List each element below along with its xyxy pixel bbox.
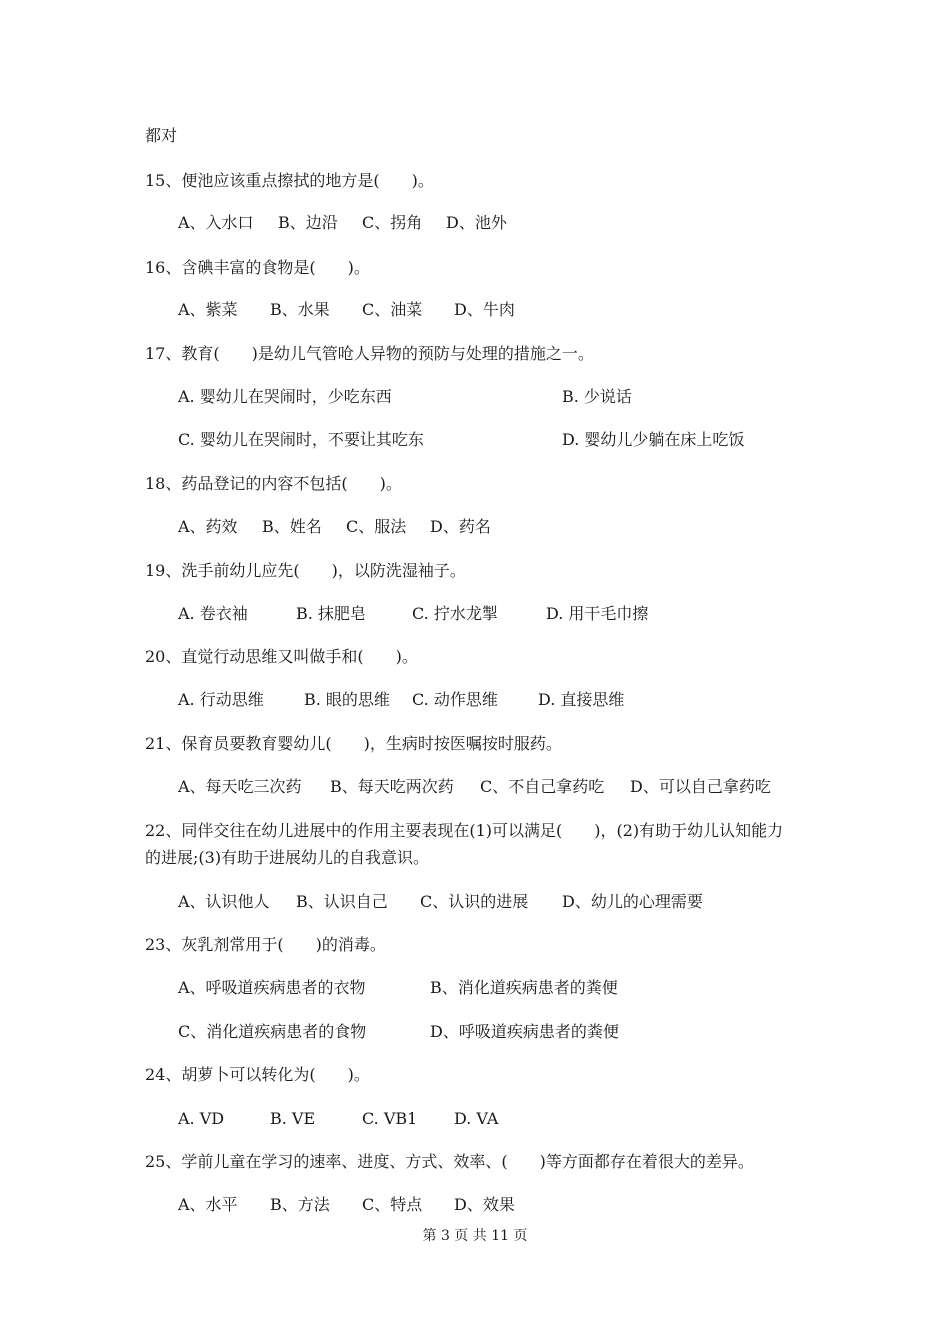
q16-option-a: A、紫菜 — [178, 300, 238, 319]
q16-option-b: B、水果 — [270, 300, 330, 319]
q15-option-c: C、拐角 — [362, 213, 423, 232]
lead-text: 都对 — [145, 126, 178, 145]
q21-option-a: A、每天吃三次药 — [178, 777, 302, 796]
question-23-stem: 23、灰乳剂常用于( )的消毒。 — [145, 935, 386, 954]
q19-option-c: C. 拧水龙掣 — [412, 604, 498, 623]
question-15-stem: 15、便池应该重点擦拭的地方是( )。 — [145, 171, 434, 190]
q15-option-b: B、边沿 — [278, 213, 338, 232]
q21-option-b: B、每天吃两次药 — [330, 777, 454, 796]
q15-option-d: D、池外 — [446, 213, 507, 232]
q19-option-d: D. 用干毛巾擦 — [546, 604, 649, 623]
q25-option-d: D、效果 — [454, 1195, 515, 1214]
question-18-stem: 18、药品登记的内容不包括( )。 — [145, 474, 402, 493]
q16-option-d: D、牛肉 — [454, 300, 515, 319]
q20-option-c: C. 动作思维 — [412, 690, 498, 709]
question-24-stem: 24、胡萝卜可以转化为( )。 — [145, 1065, 370, 1084]
q25-option-b: B、方法 — [270, 1195, 330, 1214]
q20-option-b: B. 眼的思维 — [304, 690, 390, 709]
q24-option-a: A. VD — [178, 1109, 225, 1128]
q18-option-c: C、服法 — [346, 517, 407, 536]
q24-option-b: B. VE — [270, 1109, 316, 1128]
q22-option-d: D、幼儿的心理需要 — [562, 892, 703, 911]
question-25-stem: 25、学前儿童在学习的速率、进度、方式、效率、( )等方面都存在着很大的差异。 — [145, 1152, 754, 1171]
question-21-stem: 21、保育员要教育婴幼儿( )，生病时按医嘱按时服药。 — [145, 734, 562, 753]
q25-option-a: A、水平 — [178, 1195, 238, 1214]
q17-option-c: C. 婴幼儿在哭闹时，不要让其吃东 — [178, 430, 424, 449]
question-22-stem-continued: 的进展;(3)有助于进展幼儿的自我意识。 — [145, 848, 430, 867]
q18-option-d: D、药名 — [430, 517, 491, 536]
q22-option-c: C、认识的进展 — [420, 892, 529, 911]
q21-option-d: D、可以自己拿药吃 — [630, 777, 771, 796]
q20-option-d: D. 直接思维 — [538, 690, 625, 709]
q21-option-c: C、不自己拿药吃 — [480, 777, 605, 796]
q17-option-b: B. 少说话 — [562, 387, 632, 406]
q22-option-b: B、认识自己 — [296, 892, 388, 911]
q18-option-a: A、药效 — [178, 517, 238, 536]
q20-option-a: A. 行动思维 — [178, 690, 264, 709]
q17-option-a: A. 婴幼儿在哭闹时，少吃东西 — [178, 387, 392, 406]
q23-option-a: A、呼吸道疾病患者的衣物 — [178, 978, 366, 997]
question-17-stem: 17、教育( )是幼儿气管呛人异物的预防与处理的措施之一。 — [145, 344, 594, 363]
question-20-stem: 20、直觉行动思维又叫做手和( )。 — [145, 647, 418, 666]
q19-option-b: B. 抹肥皂 — [296, 604, 366, 623]
q23-option-b: B、消化道疾病患者的粪便 — [430, 978, 618, 997]
q23-option-d: D、呼吸道疾病患者的粪便 — [430, 1022, 619, 1041]
question-19-stem: 19、洗手前幼儿应先( )，以防洗湿袖子。 — [145, 561, 466, 580]
question-16-stem: 16、含碘丰富的食物是( )。 — [145, 258, 370, 277]
q23-option-c: C、消化道疾病患者的食物 — [178, 1022, 367, 1041]
q18-option-b: B、姓名 — [262, 517, 322, 536]
q24-option-c: C. VB1 — [362, 1109, 418, 1128]
q16-option-c: C、油菜 — [362, 300, 423, 319]
question-22-stem: 22、同伴交往在幼儿进展中的作用主要表现在(1)可以满足( )，(2)有助于幼儿认知能力 — [145, 821, 784, 840]
q22-option-a: A、认识他人 — [178, 892, 270, 911]
q25-option-c: C、特点 — [362, 1195, 423, 1214]
q15-option-a: A、入水口 — [178, 213, 254, 232]
page-footer: 第 3 页 共 11 页 — [422, 1228, 528, 1244]
q17-option-d: D. 婴幼儿少躺在床上吃饭 — [562, 430, 745, 449]
q24-option-d: D. VA — [454, 1109, 499, 1128]
q19-option-a: A. 卷衣袖 — [178, 604, 248, 623]
